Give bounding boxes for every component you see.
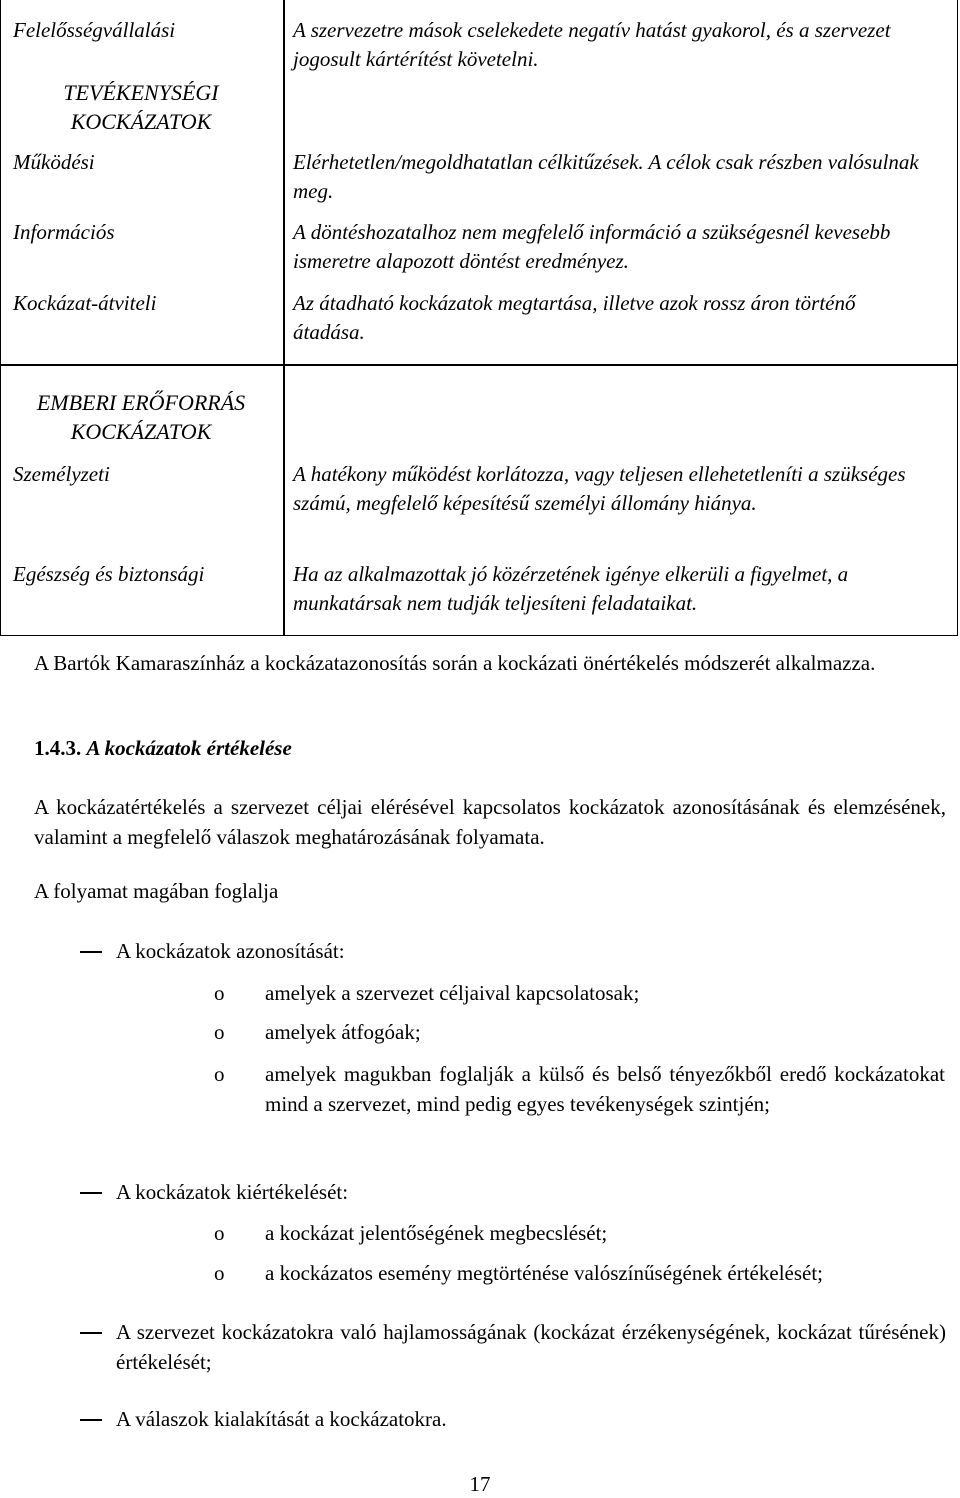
section-heading-tevekenysegi: TEVÉKENYSÉGI KOCKÁZATOK bbox=[63, 80, 219, 134]
circle-bullet: o bbox=[214, 1261, 225, 1285]
row-label-szemelyzeti: Személyzeti bbox=[13, 462, 110, 486]
row-label-mukodesi: Működési bbox=[13, 150, 95, 174]
sub-list-item: amelyek a szervezet céljaival kapcsolatosak; bbox=[265, 981, 640, 1005]
row-label-egeszseg-es-biztonsagi: Egészség és biztonsági bbox=[13, 562, 205, 586]
page-number: 17 bbox=[469, 1472, 491, 1496]
row-desc-szemelyzeti: A hatékony működést korlátozza, vagy teljesen ellehetetleníti a szükséges számú, megfelelő képesítésű személyi állomány hiánya. bbox=[293, 462, 906, 515]
row-label-felelossegvallalasi: Felelősségvállalási bbox=[13, 18, 176, 42]
sub-list-item: a kockázatos esemény megtörténése valószínűségének értékelését; bbox=[265, 1261, 824, 1285]
section-heading-emberi-eroforras: EMBERI ERŐFORRÁS KOCKÁZATOK bbox=[36, 390, 246, 444]
row-desc-mukodesi: Elérhetetlen/megoldhatatlan célkitűzések. A célok csak részben valósulnak meg. bbox=[293, 150, 919, 203]
definition-paragraph: A kockázatértékelés a szervezet céljai elérésével kapcsolatos kockázatok azonosításának és elemzésének, valamint a megfelelő válaszok meghatározásának folyamata. bbox=[34, 795, 946, 849]
sub-list-item: a kockázat jelentőségének megbecslését; bbox=[265, 1221, 608, 1245]
dash-bullet bbox=[80, 1192, 102, 1194]
process-intro: A folyamat magában foglalja bbox=[34, 879, 279, 903]
list-item: A kockázatok azonosítását: bbox=[116, 939, 345, 963]
sub-list-item: amelyek átfogóak; bbox=[265, 1020, 421, 1044]
sub-list-item: amelyek magukban foglalják a külső és belső tényezőkből eredő kockázatokat mind a szervezet, mind pedig egyes tevékenységek szintjén; bbox=[265, 1062, 945, 1116]
dash-bullet bbox=[80, 951, 102, 953]
section-heading bbox=[34, 733, 292, 763]
intro-paragraph: A Bartók Kamaraszínház a kockázatazonosítás során a kockázati önértékelés módszerét alkalmazza. bbox=[34, 651, 876, 675]
table-column-divider bbox=[283, 0, 285, 636]
section-title: A kockázatok értékelése bbox=[86, 736, 292, 760]
table-row-divider bbox=[0, 364, 958, 366]
row-desc-informacios: A döntéshozatalhoz nem megfelelő információ a szükségesnél kevesebb ismeretre alapozott döntést eredményez. bbox=[293, 220, 891, 273]
dash-bullet bbox=[80, 1419, 102, 1421]
row-desc-kockazat-atviteli: Az átadható kockázatok megtartása, illetve azok rossz áron történő átadása. bbox=[293, 291, 856, 344]
row-desc-egeszseg-es-biztonsagi: Ha az alkalmazottak jó közérzetének igénye elkerüli a figyelmet, a munkatársak nem tudják teljesíteni feladataikat. bbox=[293, 562, 849, 615]
circle-bullet: o bbox=[214, 1221, 225, 1245]
circle-bullet: o bbox=[214, 981, 225, 1005]
section-number: 1.4.3. bbox=[34, 736, 82, 760]
row-label-informacios: Információs bbox=[13, 220, 115, 244]
dash-bullet bbox=[80, 1332, 102, 1334]
list-item: A szervezet kockázatokra való hajlamosságának (kockázat érzékenységének, kockázat tűrésének) értékelését; bbox=[116, 1320, 946, 1374]
list-item: A kockázatok kiértékelését: bbox=[116, 1180, 349, 1204]
circle-bullet: o bbox=[214, 1020, 225, 1044]
row-label-kockazat-atviteli: Kockázat-átviteli bbox=[13, 291, 157, 315]
row-desc-felelossegvallalasi: A szervezetre mások cselekedete negatív hatást gyakorol, és a szervezet jogosult kártérítést követelni. bbox=[293, 18, 891, 71]
circle-bullet: o bbox=[214, 1062, 225, 1086]
list-item: A válaszok kialakítását a kockázatokra. bbox=[116, 1407, 447, 1431]
